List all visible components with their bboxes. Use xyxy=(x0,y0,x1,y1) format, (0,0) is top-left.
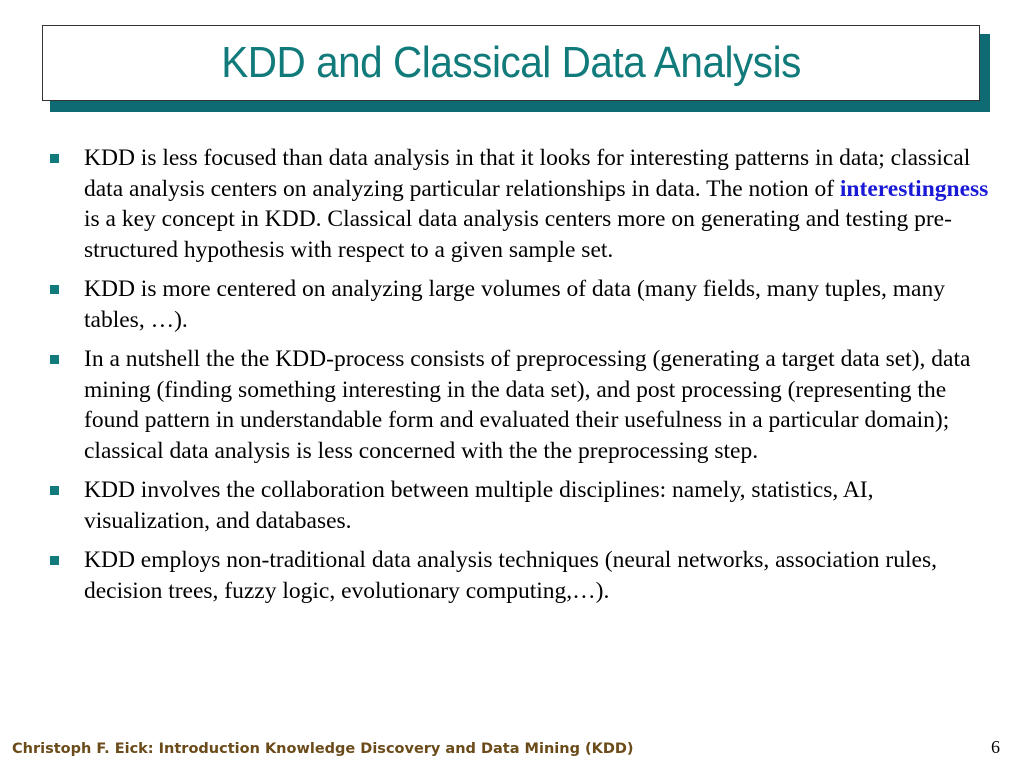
highlight-interestingness: interestingness xyxy=(839,175,989,202)
title-box xyxy=(42,25,980,101)
square-bullet-icon xyxy=(50,556,59,565)
bullet-item-1 xyxy=(44,143,989,265)
page-number: 6 xyxy=(991,737,1000,757)
bullet-text-4: KDD involves the collaboration between multiple disciplines: namely, statistics, AI, visualization, and databases. xyxy=(84,477,874,534)
bullet-text-5: KDD employs non-traditional data analysis techniques (neural networks, association rules, decision trees, fuzzy logic, evolutionary computing,…). xyxy=(84,547,937,604)
bullet-text-2: KDD is more centered on analyzing large volumes of data (many fields, many tuples, many tables, …). xyxy=(84,276,945,333)
bullet-text-1b: is a key concept in KDD. Classical data analysis centers more on generating and testing pre-structured hypothesis with respect to a given sample set. xyxy=(84,206,952,263)
bullet-item-3 xyxy=(44,344,989,466)
bullet-list xyxy=(44,143,989,615)
square-bullet-icon xyxy=(50,285,59,294)
bullet-item-5 xyxy=(44,545,989,606)
bullet-item-4 xyxy=(44,475,989,536)
bullet-text-1a: KDD is less focused than data analysis in that it looks for interesting patterns in data; classical data analysis centers on analyzing particular relationships in data. The notion of xyxy=(84,145,971,202)
square-bullet-icon xyxy=(50,154,59,163)
footer-credit: Christoph F. Eick: Introduction Knowledge Discovery and Data Mining (KDD) xyxy=(12,741,634,757)
bullet-item-2 xyxy=(44,274,989,335)
slide-title: KDD and Classical Data Analysis xyxy=(221,38,801,87)
square-bullet-icon xyxy=(50,486,59,495)
bullet-text-3: In a nutshell the the KDD-process consists of preprocessing (generating a target data set), data mining (finding something interesting in the data set), and post processing (representing the found pattern in understandable form and evaluated their usefulness in a particular domain); classical data analysis is less concerned with the the preprocessing step. xyxy=(84,346,971,464)
square-bullet-icon xyxy=(50,355,59,364)
